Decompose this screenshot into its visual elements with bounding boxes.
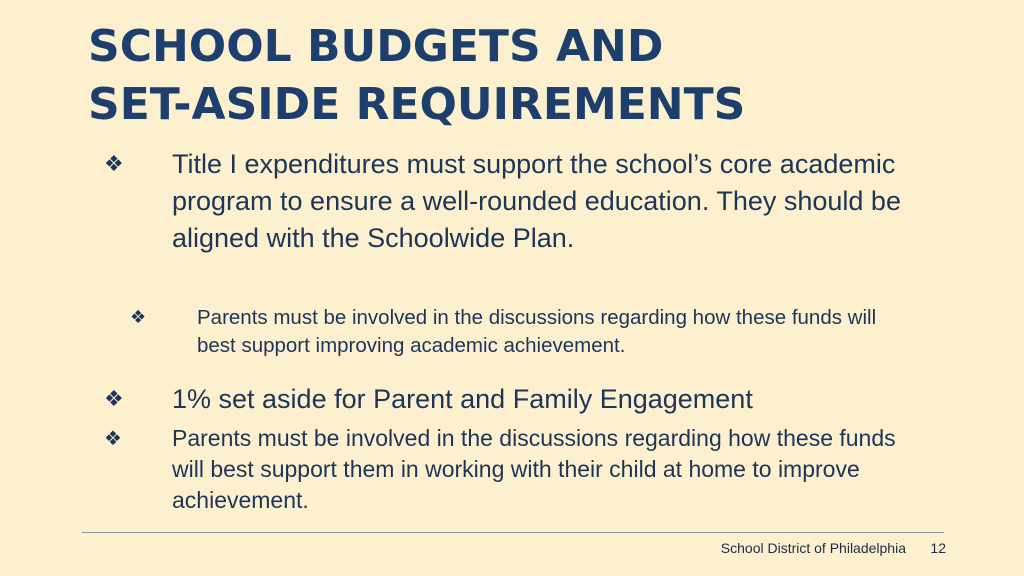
diamond-bullet-icon: ❖ bbox=[104, 426, 122, 450]
diamond-bullet-icon: ❖ bbox=[104, 152, 124, 177]
footer-organization: School District of Philadelphia bbox=[720, 540, 906, 556]
bullet-text: 1% set aside for Parent and Family Engagement bbox=[172, 384, 753, 414]
bullet-parents-home-support bbox=[104, 423, 932, 516]
sub-bullet-parents-involvement bbox=[130, 304, 897, 360]
slide-title bbox=[88, 18, 745, 134]
slide-title-line-1: SCHOOL BUDGETS AND bbox=[88, 21, 664, 72]
bullet-title-i-expenditures bbox=[104, 146, 912, 257]
bullet-text: Parents must be involved in the discussions regarding how these funds will best support them in working with their child at home to improve achievement. bbox=[172, 425, 896, 513]
slide-title-line-2: SET-ASIDE REQUIREMENTS bbox=[88, 79, 746, 130]
diamond-bullet-icon: ❖ bbox=[104, 387, 124, 412]
bullet-text: Title I expenditures must support the school’s core academic program to ensure a well-rounded education. They should be aligned with the Schoolwide Plan. bbox=[172, 149, 901, 253]
bullet-text: Parents must be involved in the discussions regarding how these funds will best support improving academic achievement. bbox=[197, 306, 877, 357]
page-number: 12 bbox=[930, 540, 946, 556]
footer-divider bbox=[82, 532, 944, 533]
bullet-set-aside bbox=[104, 381, 912, 418]
diamond-bullet-icon: ❖ bbox=[130, 307, 147, 328]
